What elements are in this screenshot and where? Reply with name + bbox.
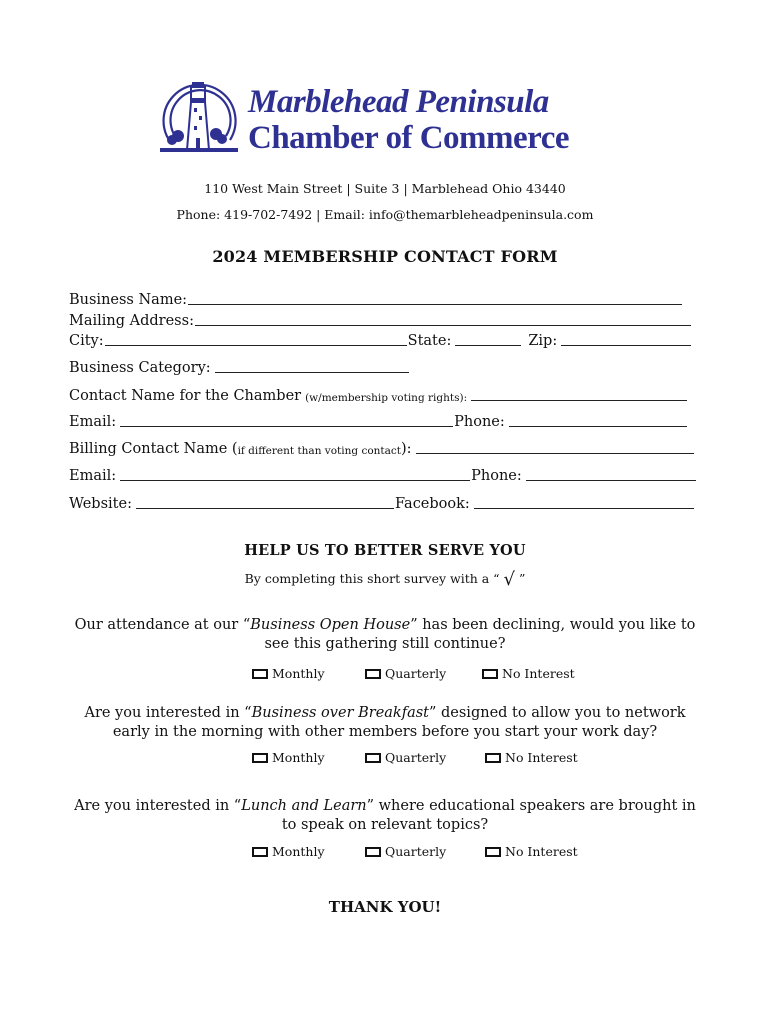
email-label: Email: (69, 414, 117, 430)
option-label: No Interest (502, 666, 575, 681)
logo-title-line2: Chamber of Commerce (248, 120, 570, 156)
checkbox[interactable] (485, 753, 501, 763)
checkbox[interactable] (365, 753, 381, 763)
option-label: Monthly (272, 844, 325, 859)
email2-line[interactable] (120, 479, 470, 481)
business-name-label: Business Name: (69, 292, 188, 308)
address-line: 110 West Main Street | Suite 3 | Marblehead Ohio 43440 (204, 181, 566, 196)
business-name-field[interactable] (69, 292, 683, 308)
option-label: Quarterly (385, 666, 447, 681)
q3-option-monthly[interactable] (252, 844, 325, 859)
checkbox[interactable] (485, 847, 501, 857)
question-1 (70, 616, 700, 654)
email2-label: Email: (69, 468, 117, 484)
billing-contact-field[interactable] (69, 441, 695, 457)
checkbox[interactable] (252, 753, 268, 763)
checkbox[interactable] (365, 847, 381, 857)
phone-label: Phone: (454, 414, 505, 430)
phone2-line[interactable] (526, 479, 696, 481)
q1-option-quarterly[interactable] (365, 666, 446, 681)
billing-contact-close: ): (401, 441, 412, 457)
facebook-label: Facebook: (394, 496, 470, 512)
form-title: 2024 MEMBERSHIP CONTACT FORM (212, 247, 558, 266)
option-label: Quarterly (385, 844, 447, 859)
thank-you-text: THANK YOU! (328, 898, 442, 916)
billing-contact-note: if different than voting contact (237, 445, 401, 457)
city-line[interactable] (105, 344, 407, 346)
question-2-event: Business over Breakfast (251, 705, 429, 721)
q3-option-quarterly[interactable] (365, 844, 446, 859)
website-facebook-field[interactable] (69, 496, 695, 512)
state-label: State: (407, 333, 452, 349)
logo-title-line1: Marblehead Peninsula (248, 84, 549, 120)
option-label: Monthly (272, 666, 325, 681)
zip-line[interactable] (561, 344, 691, 346)
facebook-line[interactable] (474, 507, 694, 509)
checkmark-icon: √ (503, 569, 516, 590)
contact-name-label: Contact Name for the Chamber (69, 388, 302, 404)
business-category-line[interactable] (215, 371, 409, 373)
question-1-event: Business Open House (250, 617, 411, 633)
q2-option-quarterly[interactable] (365, 750, 446, 765)
city-label: City: (69, 333, 104, 349)
option-label: Monthly (272, 750, 325, 765)
q1-option-monthly[interactable] (252, 666, 325, 681)
business-name-line[interactable] (188, 303, 682, 305)
q2-option-no-interest[interactable] (485, 750, 578, 765)
lighthouse-icon (158, 74, 242, 162)
contact-name-line[interactable] (471, 399, 687, 401)
question-3 (70, 797, 700, 835)
contact-name-field[interactable] (69, 388, 688, 404)
checkbox[interactable] (252, 669, 268, 679)
question-2 (70, 704, 700, 742)
mailing-address-line[interactable] (195, 324, 691, 326)
contact-line: Phone: 419-702-7492 | Email: info@themarbleheadpeninsula.com (176, 207, 594, 222)
contact-name-note: (w/membership voting rights): (305, 392, 468, 404)
question-1-post: ” has been declining, would you like to see this gathering still continue? (264, 617, 696, 652)
question-2-post: ” designed to allow you to network early in the morning with other members before you start your work day? (112, 705, 686, 740)
question-1-pre: Our attendance at our “ (74, 617, 251, 633)
checkbox[interactable] (482, 669, 498, 679)
q1-option-no-interest[interactable] (482, 666, 575, 681)
option-label: Quarterly (385, 750, 447, 765)
website-label: Website: (69, 496, 132, 512)
zip-label: Zip: (528, 333, 558, 349)
mailing-address-label: Mailing Address: (69, 313, 194, 329)
option-label: No Interest (505, 844, 578, 859)
survey-heading: HELP US TO BETTER SERVE YOU (244, 542, 526, 559)
checkbox[interactable] (365, 669, 381, 679)
website-line[interactable] (136, 507, 394, 509)
survey-hint-text: By completing this short survey with a “ (244, 571, 500, 586)
email-phone-field[interactable] (69, 414, 688, 430)
q2-option-monthly[interactable] (252, 750, 325, 765)
billing-contact-line[interactable] (416, 452, 694, 454)
email-line[interactable] (120, 425, 453, 427)
phone-line[interactable] (509, 425, 687, 427)
option-label: No Interest (505, 750, 578, 765)
question-2-pre: Are you interested in “ (84, 705, 252, 721)
phone2-label: Phone: (471, 468, 522, 484)
billing-contact-label: Billing Contact Name ( (69, 441, 238, 457)
question-3-post: ” where educational speakers are brought in to speak on relevant topics? (281, 798, 696, 833)
question-3-event: Lunch and Learn (241, 798, 367, 814)
email2-phone2-field[interactable] (69, 468, 697, 484)
business-category-label: Business Category: (69, 360, 211, 376)
mailing-address-field[interactable] (69, 313, 692, 329)
checkbox[interactable] (252, 847, 268, 857)
survey-hint-close: ” (519, 571, 526, 586)
state-line[interactable] (455, 344, 521, 346)
survey-hint (0, 569, 770, 590)
business-category-field[interactable] (69, 360, 410, 376)
q3-option-no-interest[interactable] (485, 844, 578, 859)
city-state-zip-field[interactable] (69, 333, 692, 349)
question-3-pre: Are you interested in “ (74, 798, 242, 814)
chamber-logo (158, 72, 588, 164)
